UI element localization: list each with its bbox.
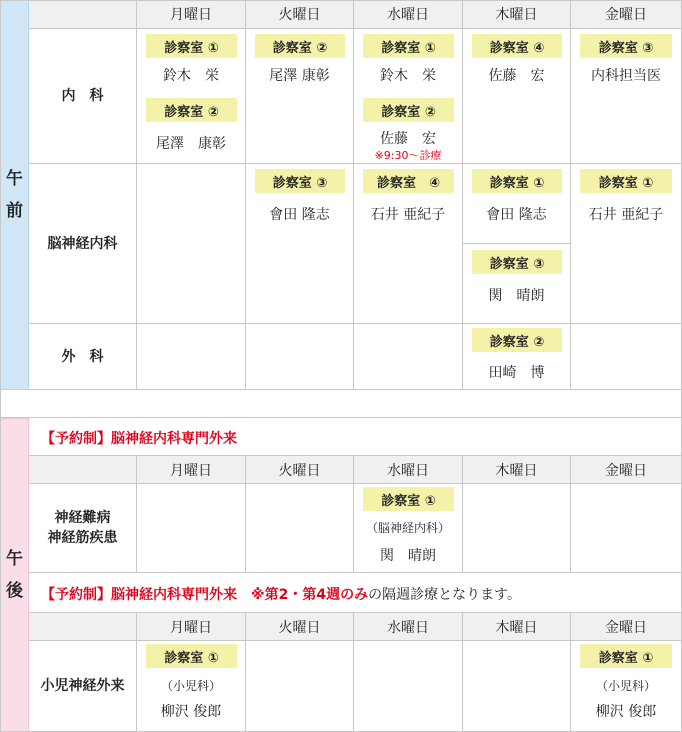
section2-note-black: の隔週診療となります。 [368,587,521,603]
dept-shinkei-nanbyou [29,484,137,573]
geka-tue-cell [246,324,354,390]
naika-mon-cell [137,29,246,164]
room-badge: 診察室 ② [146,98,237,122]
sec1-mon-cell [137,484,246,573]
room-badge: 診察室 ② [472,328,562,352]
header-day-thu: 木曜日 [463,0,571,29]
dept-shouni-shinkei: 小児神経外来 [29,641,137,732]
naika-wed-cell [354,29,463,164]
specialty-label: （小児科） [160,679,221,693]
room-badge: 診察室 ① [146,644,237,668]
doctor-name: 石井 亜紀子 [370,207,446,223]
section-divider [0,390,682,418]
room-badge: 診察室 ③ [580,34,672,58]
room-badge: 診察室 ③ [255,169,345,193]
doctor-name: 佐藤 宏 [380,131,436,147]
sec1-fri-cell [571,484,682,573]
doctor-name: 鈴木 栄 [163,68,219,84]
sec2-mon-cell [137,641,246,732]
header-day-tue: 火曜日 [246,0,354,29]
doctor-name: 関 晴朗 [488,288,545,304]
noushinkei-fri-cell [571,164,682,324]
room-badge: 診察室 ④ [472,34,562,58]
doctor-name: 関 晴朗 [380,548,436,564]
noushinkei-wed-cell [354,164,463,324]
header-day-wed: 水曜日 [354,613,463,641]
section2-title-spacer [237,587,251,603]
geka-thu-cell [463,324,571,390]
section1-title: 【予約制】脳神経内科専門外来 [41,431,237,447]
room-badge: 診察室 ① [580,169,672,193]
header-day-thu: 木曜日 [463,456,571,484]
geka-mon-cell [137,324,246,390]
geka-wed-cell [354,324,463,390]
naika-thu-cell [463,29,571,164]
naika-tue-cell [246,29,354,164]
header-day-thu: 木曜日 [463,613,571,641]
header-day-tue: 火曜日 [246,613,354,641]
specialty-label: （小児科） [595,679,656,693]
header-day-wed: 水曜日 [354,0,463,29]
sec1-thu-cell [463,484,571,573]
room-badge: 診察室 ③ [472,250,562,274]
time-note: ※9:30～診療 [374,149,442,162]
noushinkei-tue-cell [246,164,354,324]
dept-geka: 外 科 [29,324,137,390]
geka-fri-cell [571,324,682,390]
specialty-label: （脳神経内科） [365,521,450,535]
room-badge: 診察室 ② [255,34,345,58]
header-day-wed: 水曜日 [354,456,463,484]
doctor-name: 柳沢 俊郎 [595,704,657,720]
doctor-name: 柳沢 俊郎 [160,704,222,720]
header-day-fri: 金曜日 [571,0,682,29]
period-pm-char-1: 午 [6,549,23,569]
section1-title-bar [29,418,682,456]
period-pm-char-2: 後 [6,581,23,601]
doctor-name: 田崎 博 [488,365,545,381]
naika-fri-cell [571,29,682,164]
noushinkei-thu-cell-2 [463,244,571,324]
header-day-fri: 金曜日 [571,613,682,641]
header-day-fri: 金曜日 [571,456,682,484]
period-am-char-1: 午 [6,169,23,189]
doctor-name: 會田 隆志 [486,207,547,223]
header-blank [29,613,137,641]
noushinkei-thu-cell-1 [463,164,571,244]
room-badge: 診察室 ① [363,34,454,58]
sec2-tue-cell [246,641,354,732]
header-day-mon: 月曜日 [137,613,246,641]
room-badge: 診察室 ④ [363,169,454,193]
period-am-label [0,0,29,390]
sec1-tue-cell [246,484,354,573]
room-badge: 診察室 ① [146,34,237,58]
header-blank [29,0,137,29]
dept-naika: 内 科 [29,29,137,164]
room-badge: 診察室 ② [363,98,454,122]
dept-noushinkei: 脳神経内科 [29,164,137,324]
sec2-fri-cell [571,641,682,732]
room-badge: 診察室 ① [472,169,562,193]
doctor-name: 尾澤 康彰 [269,68,330,84]
doctor-name: 會田 隆志 [269,207,330,223]
dept-line-2: 神経筋疾患 [47,530,118,546]
period-am-char-2: 前 [6,201,23,221]
header-blank [29,456,137,484]
doctor-name: 佐藤 宏 [488,68,545,84]
sec2-wed-cell [354,641,463,732]
section2-note-red: ※第2・第4週のみ [251,587,369,603]
header-day-mon: 月曜日 [137,456,246,484]
dept-line-1: 神経難病 [54,510,111,526]
header-day-tue: 火曜日 [246,456,354,484]
doctor-name: 尾澤 康彰 [156,136,226,152]
doctor-name: 石井 亜紀子 [588,207,664,223]
room-badge: 診察室 ① [580,644,672,668]
section2-title-bar [29,573,682,613]
sec2-thu-cell [463,641,571,732]
doctor-name: 内科担当医 [591,68,661,84]
header-day-mon: 月曜日 [137,0,246,29]
room-badge: 診察室 ① [363,487,454,511]
doctor-name: 鈴木 栄 [380,68,436,84]
noushinkei-mon-cell [137,164,246,324]
section2-title-text: 【予約制】脳神経内科専門外来 [41,587,237,603]
period-pm-label [0,418,29,732]
section2-title [41,584,521,604]
sec1-wed-cell [354,484,463,573]
